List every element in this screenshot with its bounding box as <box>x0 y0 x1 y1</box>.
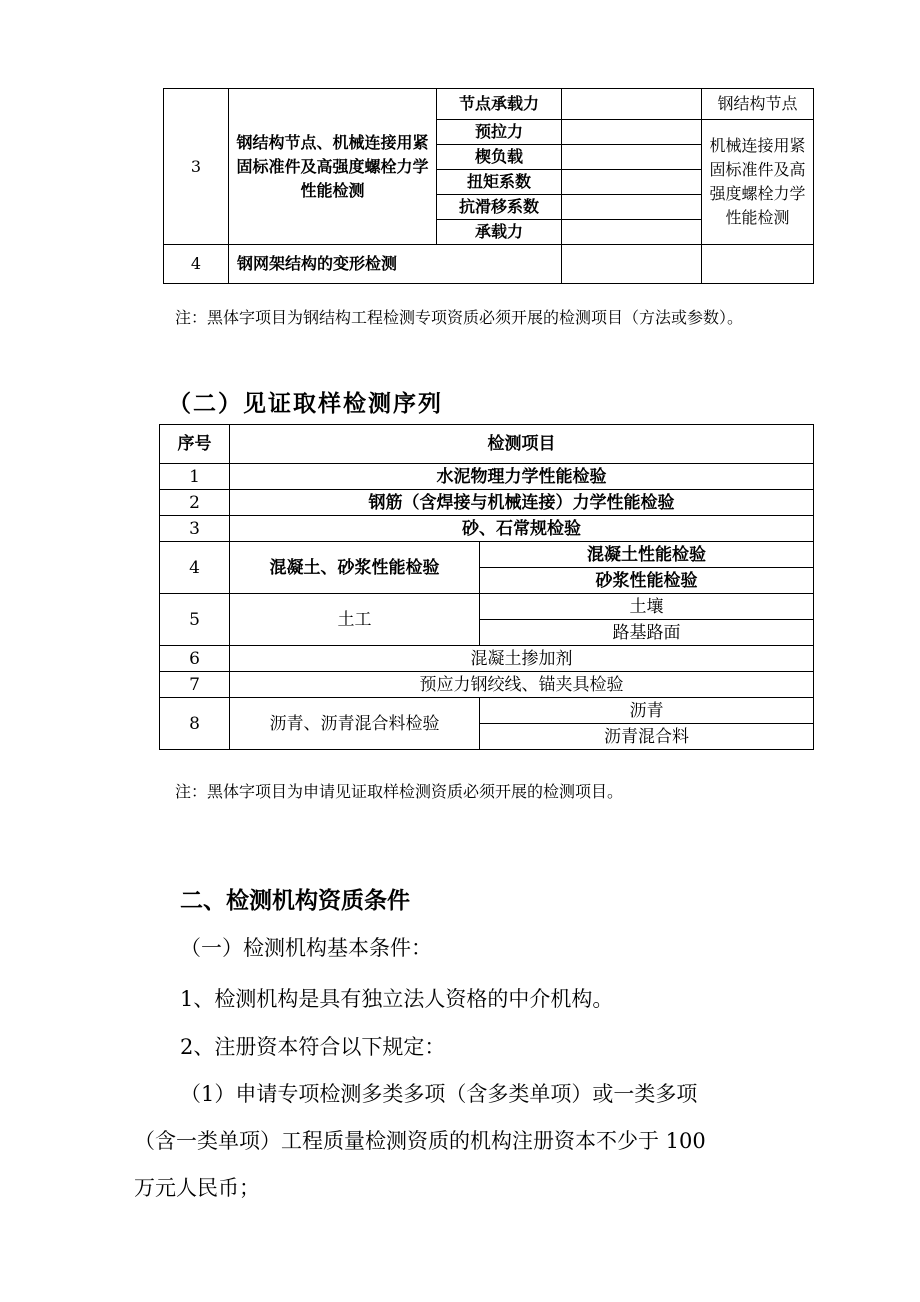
test-item: 预应力钢绞线、锚夹具检验 <box>230 672 814 698</box>
test-item: 砂、石常规检验 <box>230 516 814 542</box>
test-item: 混凝土掺加剂 <box>230 646 814 672</box>
test-item: 扭矩系数 <box>437 170 562 195</box>
paragraph: 万元人民币； <box>134 1176 260 1200</box>
table-row <box>160 698 814 724</box>
test-item: 承载力 <box>437 220 562 245</box>
test-item: 土工 <box>230 594 480 646</box>
empty-cell <box>562 195 702 220</box>
row-index: 1 <box>160 464 230 490</box>
row-index: 6 <box>160 646 230 672</box>
project-name: 钢结构节点、机械连接用紧固标准件及高强度螺栓力学性能检测 <box>229 89 437 245</box>
paragraph: （1）申请专项检测多类多项（含多类单项）或一类多项 <box>180 1082 698 1106</box>
empty-cell <box>562 170 702 195</box>
table-row <box>164 89 814 120</box>
remark-cell: 钢结构节点 <box>702 89 814 120</box>
table-row <box>160 646 814 672</box>
section-heading: （二）见证取样检测序列 <box>168 391 443 417</box>
witness-sampling-table <box>159 424 814 750</box>
row-index: 5 <box>160 594 230 646</box>
test-sub-item: 沥青混合料 <box>480 724 814 750</box>
test-item: 钢筋（含焊接与机械连接）力学性能检验 <box>230 490 814 516</box>
row-index: 4 <box>164 245 229 284</box>
empty-cell <box>562 145 702 170</box>
test-sub-item: 路基路面 <box>480 620 814 646</box>
empty-cell <box>562 89 702 120</box>
chapter-heading: 二、检测机构资质条件 <box>180 888 410 914</box>
empty-cell <box>562 220 702 245</box>
project-name: 钢网架结构的变形检测 <box>229 245 562 284</box>
test-sub-item: 沥青 <box>480 698 814 724</box>
test-sub-item: 混凝土性能检验 <box>480 542 814 568</box>
column-header-index: 序号 <box>160 425 230 464</box>
table-row <box>160 672 814 698</box>
test-item: 楔负载 <box>437 145 562 170</box>
test-sub-item: 土壤 <box>480 594 814 620</box>
steel-structure-table <box>163 88 814 284</box>
test-item: 沥青、沥青混合料检验 <box>230 698 480 750</box>
table-header-row <box>160 425 814 464</box>
table-row <box>160 490 814 516</box>
row-index: 3 <box>160 516 230 542</box>
table-row <box>160 464 814 490</box>
empty-cell <box>702 245 814 284</box>
empty-cell <box>562 245 702 284</box>
column-header-project: 检测项目 <box>230 425 814 464</box>
table-row <box>160 594 814 620</box>
table-row <box>164 245 814 284</box>
test-item: 节点承载力 <box>437 89 562 120</box>
row-index: 4 <box>160 542 230 594</box>
row-index: 2 <box>160 490 230 516</box>
table-row <box>160 542 814 568</box>
test-item: 预拉力 <box>437 120 562 145</box>
empty-cell <box>562 120 702 145</box>
paragraph: （一）检测机构基本条件： <box>180 936 432 960</box>
test-item: 抗滑移系数 <box>437 195 562 220</box>
test-item: 混凝土、砂浆性能检验 <box>230 542 480 594</box>
test-sub-item: 砂浆性能检验 <box>480 568 814 594</box>
paragraph: （含一类单项）工程质量检测资质的机构注册资本不少于 100 <box>134 1129 706 1153</box>
table-row <box>160 516 814 542</box>
paragraph: 1、检测机构是具有独立法人资格的中介机构。 <box>180 987 614 1011</box>
test-item: 水泥物理力学性能检验 <box>230 464 814 490</box>
table-footnote: 注：黑体字项目为钢结构工程检测专项资质必须开展的检测项目（方法或参数）。 <box>175 308 744 327</box>
row-index: 8 <box>160 698 230 750</box>
row-index: 7 <box>160 672 230 698</box>
remark-cell: 机械连接用紧固标准件及高强度螺栓力学性能检测 <box>702 120 814 245</box>
table-footnote: 注：黑体字项目为申请见证取样检测资质必须开展的检测项目。 <box>175 782 624 801</box>
row-index: 3 <box>164 89 229 245</box>
paragraph: 2、注册资本符合以下规定： <box>180 1035 446 1059</box>
